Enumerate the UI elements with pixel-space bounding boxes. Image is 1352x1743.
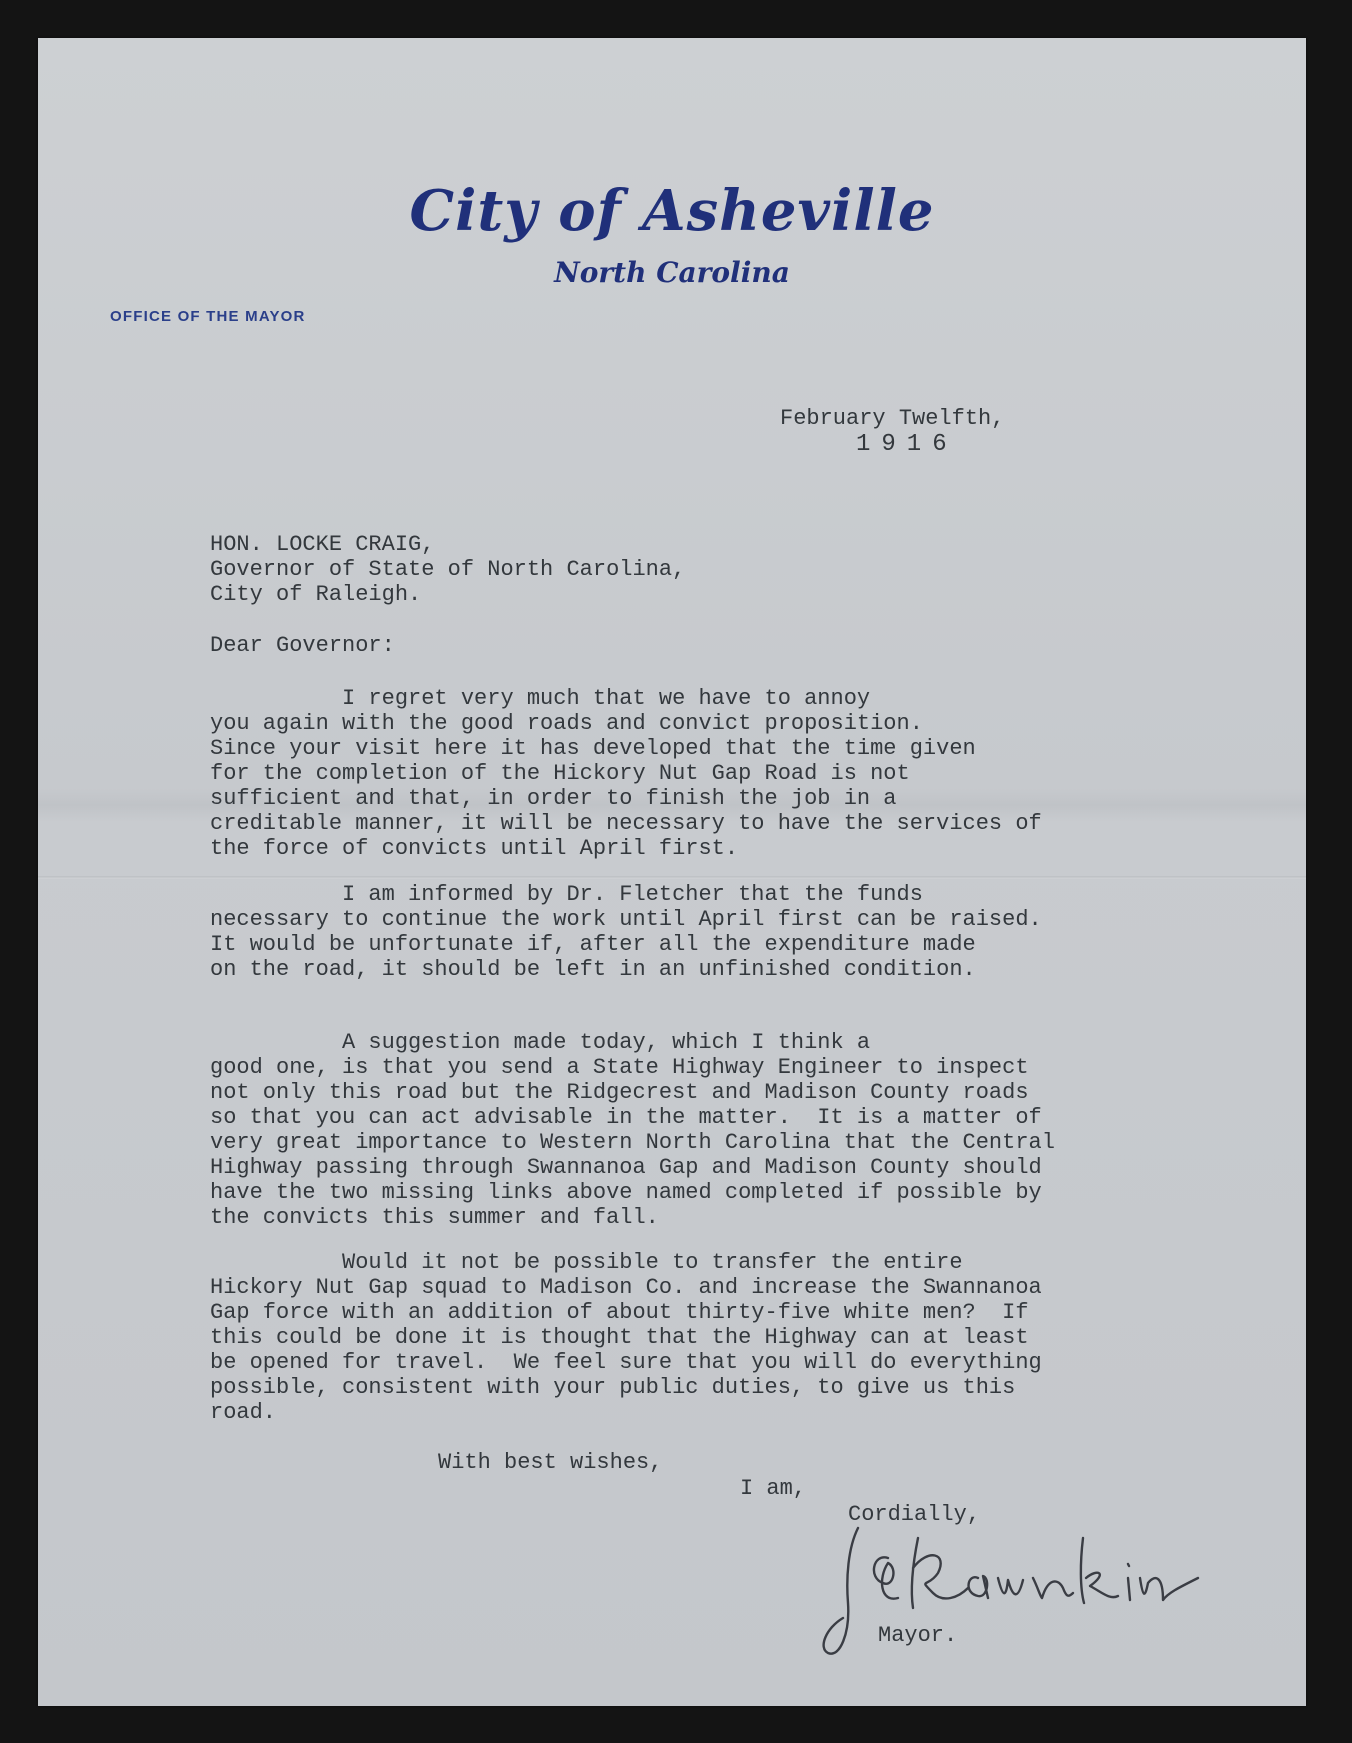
body-paragraph-1: I regret very much that we have to annoy you again with the good roads and convict proposition. Since your visit here it has developed that the time given for the completion of the Hickory Nut Gap Road is not sufficient and that, in order to finish the job in a creditable manner, it will be necessary to have the services of the force of convicts until April first.: [210, 686, 1042, 861]
recipient-line: HON. LOCKE CRAIG,: [210, 532, 435, 557]
paper-fold: [38, 876, 1306, 879]
closing-i-am: I am,: [740, 1476, 807, 1501]
body-paragraph-2: I am informed by Dr. Fletcher that the funds necessary to continue the work until April first can be raised. It would be unfortunate if, after all the expenditure made on the road, it should be left in an unfinished condition.: [210, 882, 1042, 982]
recipient-block: [210, 532, 685, 607]
body-paragraph-3: A suggestion made today, which I think a good one, is that you send a State Highway Engineer to inspect not only this road but the Ridgecrest and Madison County roads so that you can act advisable in the matter. It is a matter of very great importance to Western North Carolina that the Central Highway passing through Swannanoa Gap and Madison County should have the two missing links above named completed if possible by the convicts this summer and fall.: [210, 1030, 1055, 1230]
closing-wishes: With best wishes,: [438, 1450, 663, 1475]
signer-title: Mayor.: [878, 1623, 958, 1648]
office-label: OFFICE OF THE MAYOR: [110, 308, 306, 325]
date-year: 1916: [856, 431, 958, 458]
recipient-line: Governor of State of North Carolina,: [210, 557, 686, 582]
letterhead-subtitle: North Carolina: [554, 256, 790, 289]
date-line: February Twelfth,: [780, 406, 1005, 431]
letter-page: [38, 38, 1306, 1706]
closing-cordially: Cordially,: [848, 1502, 981, 1527]
recipient-line: City of Raleigh.: [210, 582, 422, 607]
salutation: Dear Governor:: [210, 633, 395, 658]
letterhead-title: City of Asheville: [409, 178, 935, 244]
body-paragraph-4: Would it not be possible to transfer the entire Hickory Nut Gap squad to Madison Co. and increase the Swannanoa Gap force with an addition of about thirty-five white men? If this could be done it is thought that the Highway can at least be opened for travel. We feel sure that you will do everything possible, consistent with your public duties, to give us this road.: [210, 1250, 1042, 1425]
